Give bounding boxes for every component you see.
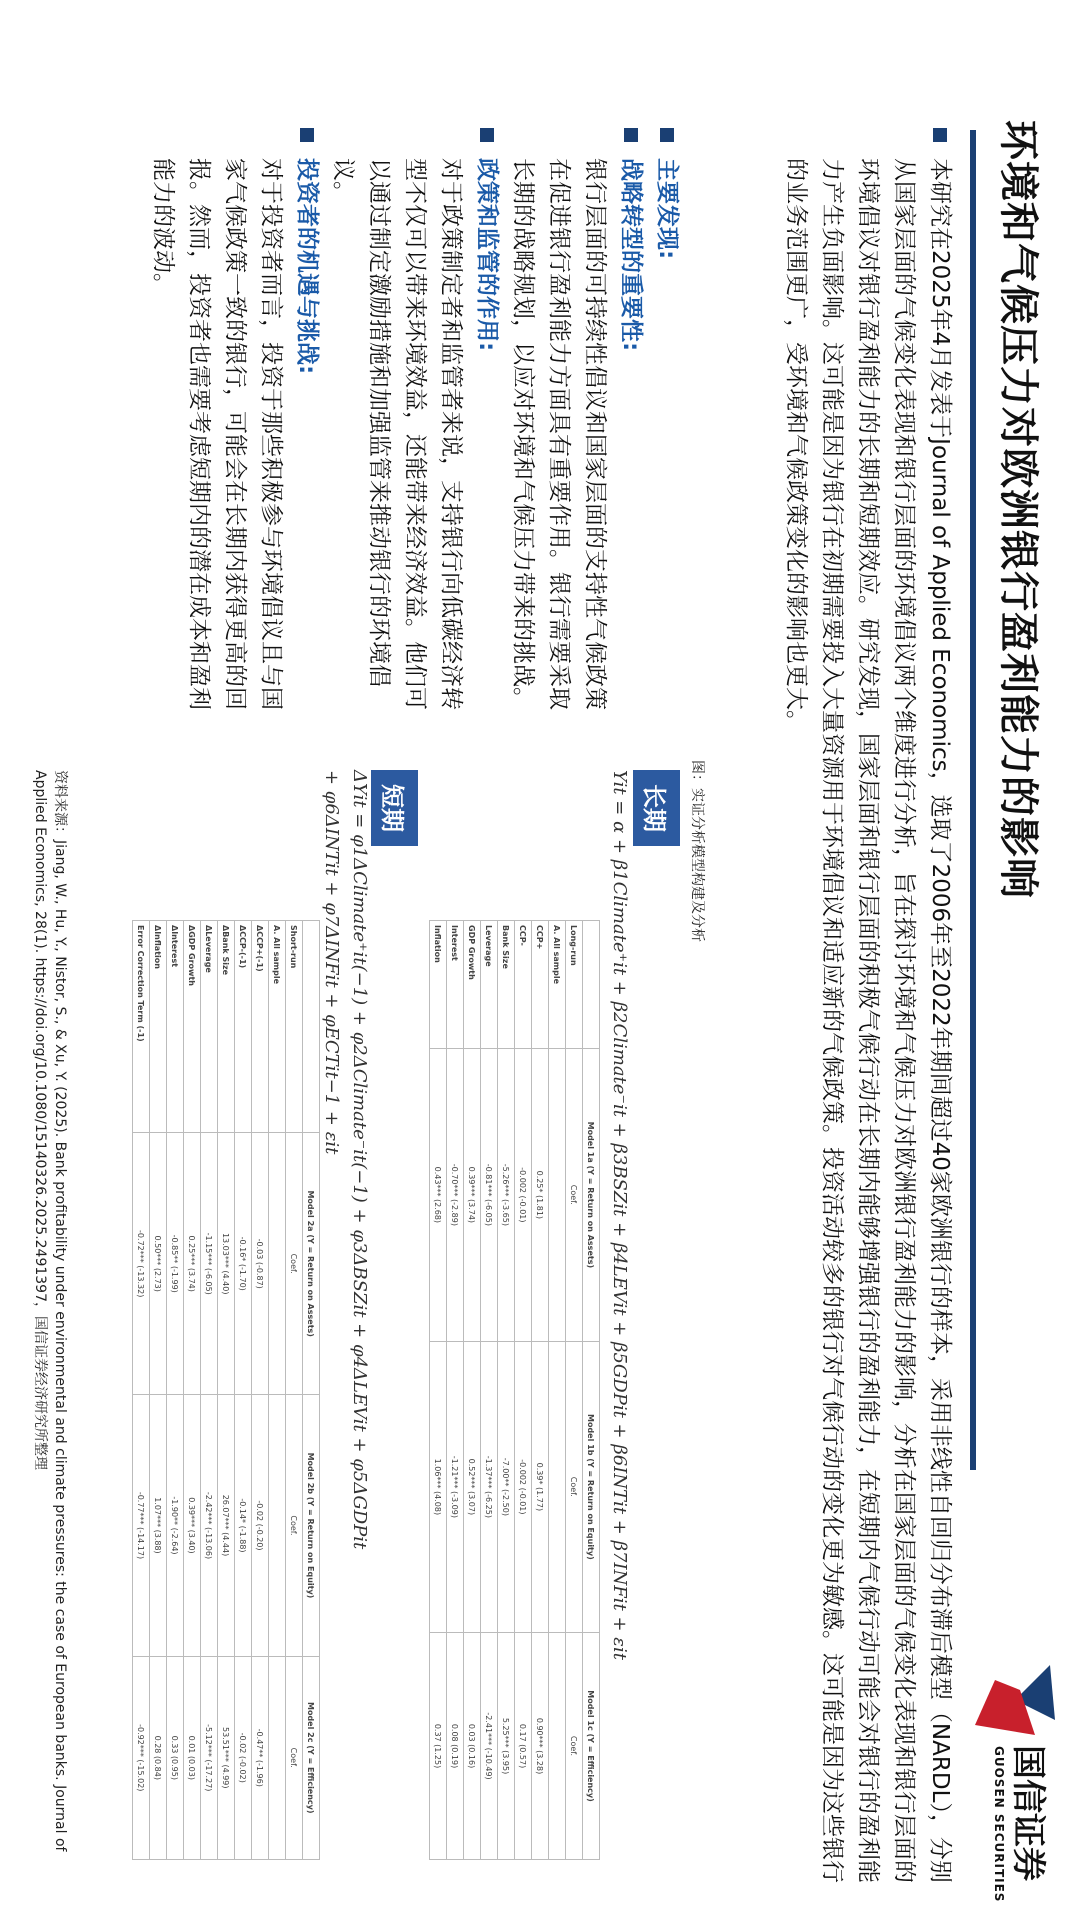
row-label: GDP Growth — [464, 921, 481, 1049]
table-cell: Coef. — [566, 1633, 583, 1860]
table-cell: 26.07*** (4.44) — [218, 1395, 235, 1656]
figure — [120, 770, 680, 1890]
model-header: Model 1a (Y = Return on Assets) — [583, 1049, 600, 1342]
finding-text: 对于政策制定者和监管者来说，支持银行向低碳经济转型不仅可以带来环境效益，还能带来经济效益。他们可以通过制定激励措施和加强监管来推动银行的环境倡议。 — [330, 158, 464, 710]
short-run-model-row — [303, 921, 320, 1860]
row-label: Error Correction Term (-1) — [133, 921, 150, 1133]
table-cell: 0.39*** (3.74) — [464, 1049, 481, 1342]
row-label: Inflation — [430, 921, 447, 1049]
finding-heading: 战略转型的重要性: — [618, 158, 644, 352]
table-cell — [269, 1133, 286, 1395]
row-label: ΔLeverage — [201, 921, 218, 1133]
table-cell: -0.02 (-0.02) — [235, 1656, 252, 1859]
row-label: Interest — [447, 921, 464, 1049]
table-cell: 5.25*** (3.95) — [498, 1633, 515, 1860]
figure-caption: 图：实证分析模型构建及分析 — [689, 760, 705, 942]
table-row — [532, 921, 549, 1860]
table-row — [464, 921, 481, 1860]
table-cell: Coef. — [566, 1341, 583, 1632]
table-cell: Coef. — [286, 1133, 303, 1395]
bullet-icon — [480, 128, 494, 142]
table-cell: -0.92*** (-15.02) — [133, 1656, 150, 1859]
row-label: CCP+ — [532, 921, 549, 1049]
table-cell: Coef. — [566, 1049, 583, 1342]
table-cell: -0.03 (-0.87) — [252, 1133, 269, 1395]
table-cell: -1.90** (-2.64) — [167, 1395, 184, 1656]
table-row — [167, 921, 184, 1860]
table-cell: 13.03*** (4.40) — [218, 1133, 235, 1395]
short-run-formula-2: + φ6ΔINTit + φ7ΔINFit + φECTit−1 + εit — [321, 770, 342, 1155]
model-header: Model 2b (Y = Return on Equity) — [303, 1395, 320, 1656]
table-row — [269, 921, 286, 1860]
table-row — [184, 921, 201, 1860]
table-cell: -0.81*** (-6.05) — [481, 1049, 498, 1342]
row-label: ΔBank Size — [218, 921, 235, 1133]
table-cell: 1.06*** (4.08) — [430, 1341, 447, 1632]
table-cell — [549, 1341, 566, 1632]
table-row — [549, 921, 566, 1860]
row-label: ΔInterest — [167, 921, 184, 1133]
table-row — [235, 921, 252, 1860]
table-cell: 0.39* (1.77) — [532, 1341, 549, 1632]
table-row — [286, 921, 303, 1860]
table-cell: 0.37 (1.25) — [430, 1633, 447, 1860]
table-cell: -2.41*** (-10.49) — [481, 1633, 498, 1860]
findings-block — [145, 128, 685, 728]
long-run-formula: Yit = α + β1Climate⁺it + β2Climate⁻it + β3BSZit + β4LEVit + β5GDPit + β6INTit + β7INFit + εit — [609, 770, 630, 1660]
table-cell: 0.25*** (3.74) — [184, 1133, 201, 1395]
table-cell: -0.70*** (-2.89) — [447, 1049, 464, 1342]
table-cell: 0.03 (0.16) — [464, 1633, 481, 1860]
finding-text: 银行层面的可持续性倡议和国家层面的支持性气候政策在促进银行盈利能力方面具有重要作用。银行需要采取长期的战略规划，以应对环境和气候压力带来的挑战。 — [510, 158, 608, 710]
table-cell: -0.002 (-0.01) — [515, 1341, 532, 1632]
logo-mark-icon — [970, 1660, 1060, 1740]
table-cell: -0.002 (-0.01) — [515, 1049, 532, 1342]
table-cell — [269, 1395, 286, 1656]
table-row — [133, 921, 150, 1860]
table-cell: 0.01 (0.03) — [184, 1656, 201, 1859]
short-run-formula-1: ΔYit = φ1ΔClimate⁺it(−1) + φ2ΔClimate⁻it(−1) + φ3ΔBSZit + φ4ΔLEVit + φ5ΔGDPit — [349, 770, 370, 1550]
table-cell: -1.21*** (-3.09) — [447, 1341, 464, 1632]
intro-block — [778, 128, 958, 1888]
table-cell: 53.51*** (4.99) — [218, 1656, 235, 1859]
table-cell: Coef. — [286, 1395, 303, 1656]
bullet-icon — [660, 128, 674, 142]
table-row — [201, 921, 218, 1860]
findings-heading: 主要发现: — [654, 158, 680, 260]
table-cell: 0.50*** (2.73) — [150, 1133, 167, 1395]
bullet-icon — [933, 128, 947, 142]
table-row — [218, 921, 235, 1860]
table-cell — [583, 921, 600, 1049]
row-label: ΔCCP+(-1) — [252, 921, 269, 1133]
table-row — [252, 921, 269, 1860]
row-label: A. All sample — [549, 921, 566, 1049]
source-note: 资料来源：Jiang, W., Hu, Y., Nistor, S., & Xu, Y. (2025). Bank profitability under environmental and climate pressures: the case of European banks. Journal of Applied Economics, 28(1). https://doi.org/10.1080/15140326.2025.2491397，国信证券经济研究所整理 — [32, 770, 68, 1852]
finding-heading: 政策和监管的作用: — [474, 158, 500, 352]
table-cell: 0.08 (0.19) — [447, 1633, 464, 1860]
table-cell — [549, 1633, 566, 1860]
table-row — [566, 921, 583, 1860]
finding-heading: 投资者的机遇与挑战: — [294, 158, 320, 375]
table-cell: -1.15*** (-6.05) — [201, 1133, 218, 1395]
table-cell: 0.33 (0.95) — [167, 1656, 184, 1859]
table-cell: -5.26*** (-3.65) — [498, 1049, 515, 1342]
table-row — [481, 921, 498, 1860]
table-cell: Coef. — [286, 1656, 303, 1859]
row-label: Leverage — [481, 921, 498, 1049]
table-cell: -0.72*** (-13.32) — [133, 1133, 150, 1395]
table-cell: -2.42*** (-13.06) — [201, 1395, 218, 1656]
intro-text: 本研究在2025年4月发表于Journal of Applied Economics，选取了2006年至2022年期间超过40家欧洲银行的样本，采用非线性自回归分布滞后模型（NARDL），分别从国家层面的气候变化表现和银行层面的环境倡议两个维度进行分析，旨在探讨环境和气候压力对欧洲银行盈利能力的影响，分析在国家层面的气候变化表现和银行层面的环境倡议对银行盈利能力的长期和短期效应。研究发现，国家层面和银行层面的积极气候行动在长期内能够增强银行的盈利能力，在短期内气候行动可能会对银行的盈利能力产生负面影响。这可能是因为银行在初期需要投入大量资源用于环境倡议和适应新的气候政策。投资活动较多的银行对气候行动的变化更为敏感。这可能是因为这些银行的业务范围更广，受环境和气候政策变化的影响也更大。 — [783, 158, 953, 1883]
table-cell: 0.25* (1.81) — [532, 1049, 549, 1342]
table-cell: -0.85** (-1.99) — [167, 1133, 184, 1395]
table-cell: 0.43*** (2.68) — [430, 1049, 447, 1342]
table-cell: 1.07*** (3.88) — [150, 1395, 167, 1656]
table-row — [150, 921, 167, 1860]
table-cell: -7.00** (-2.50) — [498, 1341, 515, 1632]
table-cell: -0.02 (-0.20) — [252, 1395, 269, 1656]
page-title: 环境和气候压力对欧洲银行盈利能力的影响 — [995, 120, 1041, 899]
model-header: Model 1c (Y = Efficiency) — [583, 1633, 600, 1860]
table-cell: -5.12*** (-17.27) — [201, 1656, 218, 1859]
table-cell: 0.28 (0.84) — [150, 1656, 167, 1859]
table-cell — [269, 1656, 286, 1859]
table-cell: 0.52*** (3.07) — [464, 1341, 481, 1632]
table-cell: -0.77*** (-14.17) — [133, 1395, 150, 1656]
row-label: Short-run — [286, 921, 303, 1133]
model-header: Model 1b (Y = Return on Equity) — [583, 1341, 600, 1632]
bullet-icon — [300, 128, 314, 142]
table-row — [515, 921, 532, 1860]
long-run-tag: 长期 — [633, 770, 680, 846]
table-cell: 0.39*** (3.40) — [184, 1395, 201, 1656]
row-label: A. All sample — [269, 921, 286, 1133]
bullet-icon — [624, 128, 638, 142]
table-cell: 0.17 (0.57) — [515, 1633, 532, 1860]
model-header: Model 2c (Y = Efficiency) — [303, 1656, 320, 1859]
long-run-table — [429, 920, 600, 1860]
logo-en: GUOSEN SECURITIES — [992, 1746, 1006, 1903]
title-rule — [970, 130, 976, 1470]
table-cell — [303, 921, 320, 1133]
table-cell: -0.16* (-1.70) — [235, 1133, 252, 1395]
table-cell: -1.37*** (-6.25) — [481, 1341, 498, 1632]
row-label: CCP- — [515, 921, 532, 1049]
logo — [970, 1660, 1060, 1910]
row-label: Bank Size — [498, 921, 515, 1049]
model-header: Model 2a (Y = Return on Assets) — [303, 1133, 320, 1395]
table-cell: -0.14* (-1.88) — [235, 1395, 252, 1656]
table-cell — [549, 1049, 566, 1342]
row-label: ΔInflation — [150, 921, 167, 1133]
row-label: ΔGDP Growth — [184, 921, 201, 1133]
table-row — [498, 921, 515, 1860]
table-cell: -0.47** (-1.96) — [252, 1656, 269, 1859]
table-cell: 0.90*** (3.28) — [532, 1633, 549, 1860]
short-run-table — [132, 920, 320, 1860]
logo-cn: 国信证券 — [1008, 1745, 1048, 1881]
short-run-tag: 短期 — [371, 770, 418, 846]
row-label: ΔCCP-(-1) — [235, 921, 252, 1133]
row-label: Long-run — [566, 921, 583, 1049]
table-row — [430, 921, 447, 1860]
long-run-model-row — [583, 921, 600, 1860]
finding-text: 对于投资者而言，投资于那些积极参与环境倡议且与国家气候政策一致的银行，可能会在长期内获得更高的回报。然而，投资者也需要考虑短期内的潜在成本和盈利能力的波动。 — [150, 158, 284, 710]
table-row — [447, 921, 464, 1860]
